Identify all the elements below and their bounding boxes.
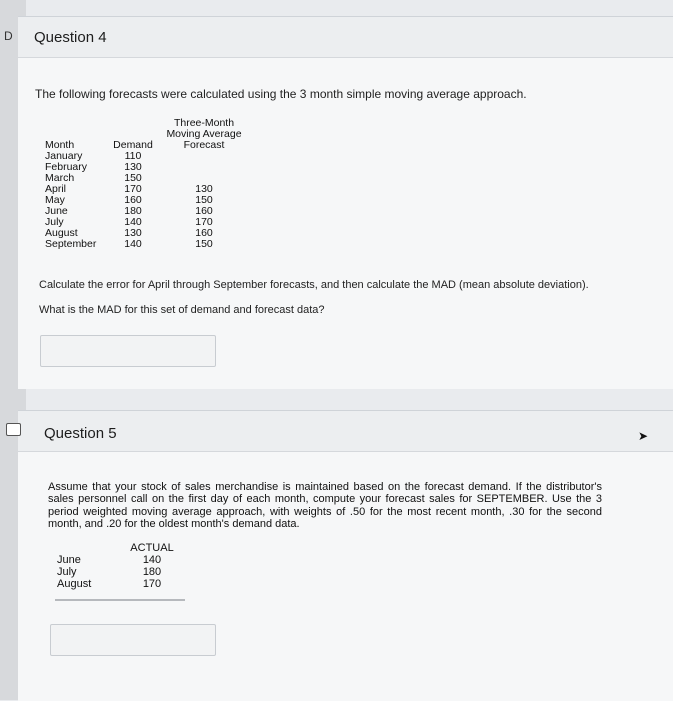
forecast-cell (161, 162, 247, 173)
demand-header: Demand (113, 139, 153, 151)
actual-cell: 170 (142, 578, 162, 590)
forecast-cell: 150 (195, 238, 213, 250)
demand-cell: 160 (124, 194, 142, 206)
month-cell: January (45, 150, 83, 162)
table-row (43, 206, 247, 217)
forecast-header-line1: Three-Month (173, 117, 235, 129)
table-row (55, 578, 183, 590)
table-row (55, 554, 183, 566)
question-5-text: Assume that your stock of sales merchandise is maintained based on the forecast demand. If the distributor's sales personnel call on the first day of each month, compute your forecast sales for SEPTEMBER. Use the 3 period weighted moving average approach, with weights of .50 for the most recent month, .30 for the second month, and .20 for the oldest month's demand data. (48, 481, 602, 531)
table-row (43, 195, 247, 206)
month-cell: May (45, 194, 65, 206)
table-row (43, 239, 247, 250)
question-4-intro: The following forecasts were calculated using the 3 month simple moving average approach. (35, 87, 527, 101)
actual-cell: 140 (142, 554, 162, 566)
forecast-cell: 170 (195, 216, 213, 228)
month-cell: August (45, 227, 78, 239)
question-4-question: What is the MAD for this set of demand and forecast data? (39, 304, 325, 316)
question-4-title: Question 4 (34, 29, 107, 46)
month-cell: June (57, 554, 81, 566)
table-divider (55, 599, 185, 601)
demand-cell: 170 (124, 183, 142, 195)
cursor-arrow-icon: ➤ (638, 429, 649, 443)
forecast-cell: 130 (195, 183, 213, 195)
table-row (55, 566, 183, 578)
actual-header: ACTUAL (130, 542, 174, 554)
month-cell: July (57, 566, 77, 578)
demand-cell: 180 (124, 205, 142, 217)
demand-cell: 130 (124, 227, 142, 239)
month-cell: February (45, 161, 88, 173)
actual-cell: 180 (142, 566, 162, 578)
question-5-panel (18, 410, 673, 701)
flag-icon[interactable] (6, 423, 21, 436)
question-4-panel (4, 16, 673, 389)
demand-cell: 140 (124, 216, 142, 228)
month-header: Month (45, 139, 75, 151)
forecast-table (43, 118, 247, 250)
table-row (43, 173, 247, 184)
demand-cell: 140 (124, 238, 142, 250)
demand-cell: 130 (124, 161, 142, 173)
mad-answer-input[interactable] (40, 335, 216, 367)
flag-icon[interactable]: D (4, 29, 13, 43)
september-forecast-input[interactable] (50, 624, 216, 656)
month-cell: September (45, 238, 97, 250)
forecast-header-line3: Forecast (183, 139, 225, 151)
month-cell: August (57, 578, 92, 590)
question-4-instruction: Calculate the error for April through September forecasts, and then calculate the MAD (mean absolute deviation). (39, 279, 589, 291)
table-row (43, 184, 247, 195)
forecast-cell: 150 (195, 194, 213, 206)
forecast-header-line2: Moving Average (166, 128, 242, 140)
month-cell: April (45, 183, 67, 195)
month-cell: March (45, 172, 75, 184)
demand-cell: 150 (124, 172, 142, 184)
forecast-cell: 160 (195, 205, 213, 217)
month-cell: June (45, 205, 68, 217)
demand-cell: 110 (124, 150, 142, 162)
actual-table (55, 542, 183, 590)
month-cell: July (45, 216, 64, 228)
forecast-cell: 160 (195, 227, 213, 239)
question-5-title: Question 5 (44, 425, 117, 442)
question-4-header (18, 17, 673, 58)
forecast-cell (161, 151, 247, 162)
